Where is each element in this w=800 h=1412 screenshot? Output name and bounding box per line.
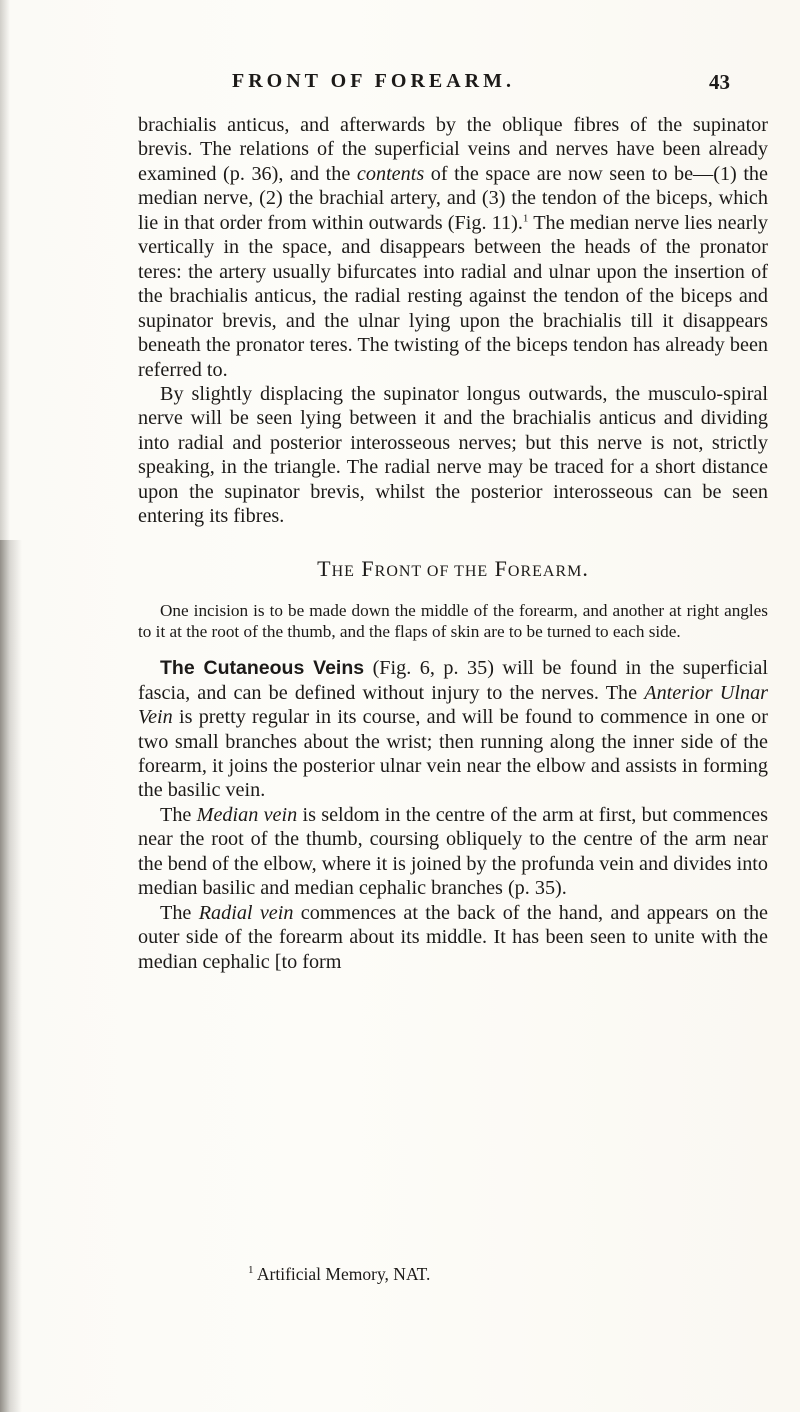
paragraph-text: commences at the back of the hand, and appears on the outer side of the forearm about its middle. It has been seen to unite with the median cephalic [to form: [138, 901, 769, 973]
running-head: FRONT OF FOREARM.: [232, 70, 515, 92]
page-number: 43: [709, 70, 730, 94]
section-title: [138, 557, 768, 584]
paragraph-text: (Fig. 6, p. 35) will be found in the superficial fascia, and can be defined without injury to the nerves. The: [138, 657, 768, 704]
section-title-smallcaps: HE: [331, 562, 355, 580]
paragraph-text: is pretty regular in its course, and will be found to commence in one or two small branches about the wrist; then running along the inner side of the forearm, it joins the posterior ulnar vein near the elbow and assists in forming the basilic vein.: [138, 706, 768, 802]
paragraph-text: of the space are now seen to be—(1) the median nerve, (2) the brachial artery, and (3) the tendon of the biceps, which lie in that order from within outwards (Fig. 11).: [138, 162, 768, 234]
section-title-letter: T: [317, 555, 332, 581]
dissection-instruction: [138, 600, 768, 642]
paragraph-text: The: [160, 803, 197, 826]
italic-term-anterior-ulnar-vein: Anterior Ulnar Vein: [138, 681, 769, 729]
paragraph-3: [138, 656, 768, 803]
paragraph-4: [138, 803, 768, 901]
italic-term-contents: contents: [356, 162, 425, 185]
section-title-smallcaps: RONT OF THE: [374, 562, 489, 580]
paragraph-text: The median nerve lies nearly vertically in the space, and disappears between the heads of the pronator teres: the artery usually bifurcates into radial and ulnar upon the insertion of the brachialis anticus, the radial resting against the tendon of the biceps and supinator brevis, and the ulnar lying upon the brachialis till it disappears beneath the pronator teres. The twisting of the biceps tendon has already been referred to.: [138, 211, 768, 381]
section-title-letter: F: [354, 555, 375, 581]
italic-term-median-vein: Median vein: [196, 803, 298, 826]
footnote: [248, 1264, 430, 1285]
section-title-letter: F: [488, 555, 508, 581]
paragraph-text: brachialis anticus, and afterwards by the oblique fibres of the supinator brevis. The relations of the superficial veins and nerves have been already examined (p. 36), and the: [138, 114, 768, 185]
footnote-marker: 1: [522, 212, 529, 225]
paragraph-text: The: [160, 901, 199, 924]
footnote-number: 1: [248, 1264, 254, 1277]
italic-term-radial-vein: Radial vein: [198, 901, 294, 924]
paragraph-1: [138, 113, 768, 382]
heading-cutaneous-veins: The Cutaneous Veins: [160, 657, 365, 680]
body-text: [138, 113, 768, 974]
paragraph-text: is seldom in the centre of the arm at first, but commences near the root of the thumb, coursing obliquely to the centre of the arm near the bend of the elbow, where it is joined by the profunda vein and divides into median basilic and median cephalic branches (p. 35).: [138, 803, 768, 900]
paragraph-2: By slightly displacing the supinator longus outwards, the musculo-spiral nerve will be seen lying between it and the brachialis anticus and dividing into radial and posterior interosseous nerves; but this nerve is not, strictly speaking, in the triangle. The radial nerve may be traced for a short distance upon the supinator brevis, whilst the posterior interosseous can be seen entering its fibres.: [138, 382, 768, 528]
paragraph-5: [138, 901, 768, 974]
page-header: [0, 70, 800, 100]
footnote-text: Artificial Memory, NAT.: [253, 1264, 431, 1284]
section-title-period: .: [582, 555, 589, 581]
instruction-text: One incision is to be made down the middle of the forearm, and another at right angles to it at the root of the thumb, and the flaps of skin are to be turned to each side.: [138, 601, 768, 642]
page-edge-shadow: [0, 540, 22, 1412]
section-title-smallcaps: OREARM: [507, 562, 583, 580]
